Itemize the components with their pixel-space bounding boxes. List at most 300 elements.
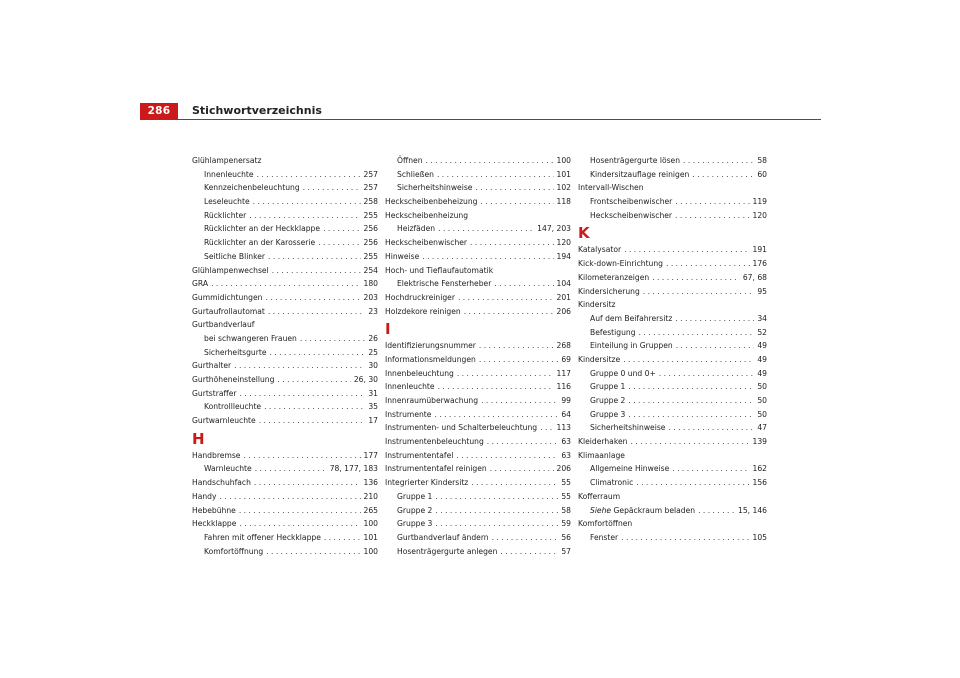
index-entry — [385, 353, 571, 367]
index-entry — [578, 285, 767, 299]
index-subentry — [385, 504, 571, 518]
entry-label: Gruppe 2 — [590, 396, 626, 405]
entry-label: Heckklappe — [192, 519, 237, 529]
page-reference: 256 — [363, 224, 378, 234]
entry-label: Gruppe 1 — [397, 491, 433, 501]
dot-leader — [628, 380, 754, 394]
entry-label: Glühlampenersatz — [192, 156, 262, 165]
entry-label: Instrumententafel — [385, 450, 454, 460]
page-reference: 101 — [556, 169, 571, 179]
entry-label: Leseleuchte — [204, 197, 250, 207]
dot-leader — [243, 449, 360, 463]
dot-leader — [456, 449, 558, 463]
index-entry — [385, 291, 571, 305]
page-reference: 120 — [752, 210, 767, 220]
entry-label: Komfortöffnung — [204, 546, 264, 556]
page-reference: 23 — [368, 306, 378, 316]
index-entry — [192, 490, 378, 504]
entry-label: Gummidichtungen — [192, 292, 263, 302]
entry-label: Fahren mit offener Heckklappe — [204, 532, 321, 542]
index-subentry — [578, 312, 767, 326]
page-reference: 95 — [757, 286, 767, 296]
entry-label: Informationsmeldungen — [385, 354, 476, 364]
page-reference: 35 — [368, 402, 378, 412]
page-reference: 101 — [363, 532, 378, 542]
entry-label: Gurtwarnleuchte — [192, 416, 256, 426]
index-entry — [192, 504, 378, 518]
dot-leader — [303, 181, 361, 195]
entry-label: Rücklichter — [204, 210, 247, 220]
dot-leader — [324, 531, 361, 545]
page-reference: 26, 30 — [353, 375, 378, 384]
entry-label: Gurthöheneinstellung — [192, 375, 275, 384]
entry-label: Heckscheibenwischer — [590, 210, 673, 220]
dot-leader — [490, 462, 554, 476]
index-entry — [385, 305, 571, 319]
index-entry — [385, 476, 571, 490]
dot-leader — [692, 168, 754, 182]
dot-leader — [239, 504, 361, 518]
page-reference: 15, 146 — [738, 505, 767, 515]
index-entry — [385, 421, 571, 435]
dot-leader — [628, 408, 754, 422]
page-reference: 26 — [368, 333, 378, 343]
page-reference: 118 — [556, 197, 571, 207]
index-subentry — [192, 332, 378, 346]
dot-leader — [540, 421, 553, 435]
index-subentry — [578, 531, 767, 545]
dot-leader — [675, 209, 749, 223]
page-reference: 59 — [561, 519, 571, 529]
index-entry — [192, 277, 378, 291]
dot-leader — [494, 277, 553, 291]
page-reference: 136 — [363, 478, 378, 488]
dot-leader — [675, 195, 749, 209]
index-subentry — [192, 168, 378, 182]
index-entry — [385, 462, 571, 476]
dot-leader — [479, 339, 554, 353]
entry-label: Glühlampenwechsel — [192, 265, 269, 275]
index-entry — [578, 490, 767, 504]
entry-label: Gurtbandverlauf ändern — [397, 532, 489, 542]
index-column-3 — [578, 154, 767, 545]
dot-leader — [481, 394, 558, 408]
index-subentry — [578, 504, 767, 518]
dot-leader — [457, 367, 554, 381]
index-letter-heading: K — [578, 224, 590, 243]
entry-label: Heckscheibenwischer — [385, 238, 468, 248]
page-reference: 210 — [363, 491, 378, 501]
page-reference: 47 — [757, 423, 767, 433]
dot-leader — [234, 359, 365, 373]
entry-label: Auf dem Beifahrersitz — [590, 313, 673, 323]
index-entry — [385, 367, 571, 381]
dot-leader — [630, 435, 749, 449]
page-reference: 67, 68 — [742, 272, 767, 282]
index-subentry — [192, 545, 378, 559]
dot-leader — [435, 490, 558, 504]
dot-leader — [300, 332, 365, 346]
index-entry — [192, 305, 378, 319]
page-reference: 162 — [752, 464, 767, 474]
entry-label: Kleiderhaken — [578, 437, 628, 447]
page-reference: 63 — [561, 450, 571, 460]
index-entry — [192, 359, 378, 373]
page-number-badge: 286 — [140, 103, 178, 119]
page-reference: 120 — [556, 238, 571, 248]
page-reference: 30 — [368, 361, 378, 371]
index-subentry — [385, 154, 571, 168]
page-reference: 206 — [556, 464, 571, 474]
index-subentry — [192, 400, 378, 414]
index-subentry — [578, 421, 767, 435]
entry-label: Instrumenten- und Schalterbeleuchtung — [385, 423, 538, 433]
dot-leader — [270, 346, 366, 360]
dot-leader — [211, 277, 360, 291]
page-reference: 203 — [363, 292, 378, 302]
page-reference: 256 — [363, 238, 378, 248]
page-reference: 100 — [556, 156, 571, 165]
see-reference: Siehe — [590, 505, 612, 515]
entry-label: Hinweise — [385, 251, 420, 261]
entry-label: Gruppe 3 — [590, 409, 626, 419]
entry-label: Handschuhfach — [192, 478, 251, 488]
page-reference: 55 — [561, 478, 571, 488]
page-reference: 258 — [363, 197, 378, 207]
page-reference: 55 — [561, 491, 571, 501]
index-entry — [578, 181, 767, 195]
dot-leader — [621, 531, 749, 545]
dot-leader — [318, 236, 360, 250]
entry-label: Frontscheibenwischer — [590, 197, 673, 207]
dot-leader — [437, 168, 554, 182]
dot-leader — [481, 195, 554, 209]
page-reference: 78, 177, 183 — [329, 464, 378, 474]
index-subentry — [578, 154, 767, 168]
entry-label: bei schwangeren Frauen — [204, 333, 297, 343]
dot-leader — [668, 421, 754, 435]
index-entry — [192, 449, 378, 463]
index-subentry — [578, 209, 767, 223]
page-reference: 34 — [757, 313, 767, 323]
index-entry — [385, 250, 571, 264]
entry-label: Kontrollleuchte — [204, 402, 262, 412]
dot-leader — [255, 462, 327, 476]
entry-label: Kofferraum — [578, 491, 621, 501]
index-subentry — [192, 346, 378, 360]
dot-leader — [639, 326, 755, 340]
index-entry — [192, 476, 378, 490]
index-subentry — [385, 490, 571, 504]
dot-leader — [672, 462, 749, 476]
dot-leader — [422, 250, 553, 264]
index-entry — [385, 195, 571, 209]
dot-leader — [492, 531, 559, 545]
entry-label: Heizfäden — [397, 224, 436, 234]
entry-label: Kilometeranzeigen — [578, 272, 650, 282]
page-reference: 156 — [752, 478, 767, 488]
index-entry — [192, 517, 378, 531]
page-title: Stichwortverzeichnis — [192, 104, 322, 117]
page-reference: 100 — [363, 519, 378, 529]
dot-leader — [624, 243, 749, 257]
entry-label: Schließen — [397, 169, 434, 179]
index-subentry — [578, 380, 767, 394]
dot-leader — [277, 373, 350, 387]
index-entry — [578, 298, 767, 312]
entry-label: Warnleuchte — [204, 464, 252, 474]
index-entry — [192, 264, 378, 278]
index-entry — [578, 435, 767, 449]
index-column-1 — [192, 154, 378, 558]
dot-leader — [257, 168, 361, 182]
dot-leader — [471, 476, 558, 490]
entry-label: Gurtbandverlauf — [192, 320, 255, 330]
index-entry — [385, 209, 571, 223]
entry-label: Kindersicherung — [578, 286, 640, 296]
page-reference: 31 — [368, 388, 378, 398]
dot-leader — [698, 504, 735, 518]
dot-leader — [438, 222, 534, 236]
index-entry — [385, 264, 571, 278]
entry-label: Innenbeleuchtung — [385, 368, 454, 378]
index-subentry — [385, 222, 571, 236]
page-reference: 265 — [363, 505, 378, 515]
dot-leader — [487, 435, 559, 449]
entry-label: Hoch- und Tieflaufautomatik — [385, 265, 494, 275]
entry-label: Heckscheibenheizung — [385, 210, 469, 220]
dot-leader — [676, 339, 755, 353]
dot-leader — [479, 353, 558, 367]
dot-leader — [652, 271, 740, 285]
entry-label: Einteilung in Gruppen — [590, 341, 673, 351]
page-reference: 255 — [363, 210, 378, 220]
index-entry — [192, 387, 378, 401]
page-reference: 191 — [752, 245, 767, 255]
entry-label: Siehe Gepäckraum beladen — [590, 505, 696, 515]
entry-label: GRA — [192, 279, 209, 289]
entry-label: Instrumententafel reinigen — [385, 464, 487, 474]
entry-label: Hosenträgergurte anlegen — [397, 546, 498, 556]
dot-leader — [239, 517, 360, 531]
page-reference: 56 — [561, 532, 571, 542]
index-subentry — [192, 236, 378, 250]
entry-label: Sicherheitshinweise — [397, 183, 473, 193]
page-reference: 50 — [757, 396, 767, 405]
dot-leader — [266, 545, 360, 559]
dot-leader — [470, 236, 553, 250]
page-reference: 50 — [757, 382, 767, 392]
index-entry — [385, 236, 571, 250]
index-entry — [192, 318, 378, 332]
entry-label: Gruppe 2 — [397, 505, 433, 515]
entry-label: Gruppe 0 und 0+ — [590, 368, 656, 378]
dot-leader — [265, 291, 360, 305]
dot-leader — [272, 264, 361, 278]
entry-label: Kindersitzauflage reinigen — [590, 169, 690, 179]
page-reference: 194 — [556, 251, 571, 261]
index-subentry — [192, 222, 378, 236]
dot-leader — [254, 476, 361, 490]
dot-leader — [259, 414, 366, 428]
page-reference: 52 — [757, 327, 767, 337]
dot-leader — [475, 181, 553, 195]
index-subentry — [385, 277, 571, 291]
dot-leader — [249, 209, 360, 223]
entry-label: Intervall-Wischen — [578, 183, 644, 193]
index-subentry — [192, 250, 378, 264]
entry-label: Klimaanlage — [578, 450, 625, 460]
index-entry — [385, 449, 571, 463]
entry-label: Innenleuchte — [385, 382, 435, 392]
page-reference: 180 — [363, 279, 378, 289]
entry-label: Climatronic — [590, 478, 634, 488]
index-entry — [385, 408, 571, 422]
page-reference: 50 — [757, 409, 767, 419]
entry-label: Sicherheitsgurte — [204, 347, 267, 357]
entry-label: Handy — [192, 491, 217, 501]
entry-label: Heckscheibenbeheizung — [385, 197, 478, 207]
page-reference: 147, 203 — [537, 224, 571, 234]
index-entry — [385, 394, 571, 408]
dot-leader — [464, 305, 554, 319]
index-letter-heading: H — [192, 429, 205, 448]
page-reference: 57 — [561, 546, 571, 556]
page-reference: 63 — [561, 437, 571, 447]
entry-label: Gruppe 3 — [397, 519, 433, 529]
index-letter-heading: I — [385, 320, 391, 339]
index-subentry — [578, 168, 767, 182]
index-entry — [385, 380, 571, 394]
entry-label: Identifizierungsnummer — [385, 341, 476, 351]
index-entry — [385, 435, 571, 449]
index-subentry — [578, 408, 767, 422]
index-subentry — [192, 181, 378, 195]
dot-leader — [458, 291, 554, 305]
page-reference: 105 — [752, 532, 767, 542]
page-reference: 206 — [556, 306, 571, 316]
index-entry — [578, 353, 767, 367]
page-reference: 268 — [556, 341, 571, 351]
page-reference: 100 — [363, 546, 378, 556]
page-reference: 64 — [561, 409, 571, 419]
index-entry — [192, 291, 378, 305]
page-reference: 60 — [757, 169, 767, 179]
dot-leader — [666, 257, 750, 271]
entry-label: Elektrische Fensterheber — [397, 279, 492, 289]
index-entry — [192, 414, 378, 428]
entry-label: Instrumente — [385, 409, 432, 419]
entry-label: Rücklichter an der Karosserie — [204, 238, 316, 248]
page-reference: 201 — [556, 292, 571, 302]
entry-label: Gurthalter — [192, 361, 232, 371]
index-subentry — [385, 181, 571, 195]
page-reference: 25 — [368, 347, 378, 357]
entry-label: Holzdekore reinigen — [385, 306, 461, 316]
page-reference: 254 — [363, 265, 378, 275]
dot-leader — [628, 394, 754, 408]
index-subentry — [578, 195, 767, 209]
entry-label: Kindersitz — [578, 300, 616, 310]
page-reference: 139 — [752, 437, 767, 447]
index-entry — [578, 271, 767, 285]
entry-label: Innenraumüberwachung — [385, 396, 479, 405]
entry-label: Befestigung — [590, 327, 636, 337]
dot-leader — [253, 195, 361, 209]
page-reference: 49 — [757, 368, 767, 378]
dot-leader — [268, 250, 360, 264]
entry-label: Allgemeine Hinweise — [590, 464, 670, 474]
entry-label: Hochdruckreiniger — [385, 292, 455, 302]
dot-leader — [435, 504, 558, 518]
index-subentry — [578, 394, 767, 408]
dot-leader — [268, 305, 365, 319]
index-subentry — [578, 339, 767, 353]
dot-leader — [500, 545, 558, 559]
dot-leader — [434, 408, 558, 422]
page-reference: 49 — [757, 354, 767, 364]
index-subentry — [578, 462, 767, 476]
page-reference: 58 — [757, 156, 767, 165]
entry-label: Rücklichter an der Heckklappe — [204, 224, 321, 234]
entry-label: Sicherheitshinweise — [590, 423, 666, 433]
page-reference: 104 — [556, 279, 571, 289]
dot-leader — [636, 476, 749, 490]
page-reference: 257 — [363, 183, 378, 193]
header-divider — [140, 119, 821, 120]
entry-label: Instrumentenbeleuchtung — [385, 437, 484, 447]
index-entry — [192, 154, 378, 168]
page-reference: 69 — [561, 354, 571, 364]
index-entry — [578, 517, 767, 531]
index-subentry — [578, 367, 767, 381]
dot-leader — [659, 367, 754, 381]
entry-label: Katalysator — [578, 245, 622, 255]
index-subentry — [385, 517, 571, 531]
page-reference: 49 — [757, 341, 767, 351]
entry-label: Kennzeichenbeleuchtung — [204, 183, 300, 193]
page-reference: 102 — [556, 183, 571, 193]
entry-label: Seitliche Blinker — [204, 251, 266, 261]
page-reference: 119 — [752, 197, 767, 207]
entry-label: Integrierter Kindersitz — [385, 478, 469, 488]
dot-leader — [264, 400, 365, 414]
index-subentry — [192, 209, 378, 223]
page-reference: 58 — [561, 505, 571, 515]
page-reference: 116 — [556, 382, 571, 392]
index-subentry — [385, 168, 571, 182]
dot-leader — [623, 353, 754, 367]
index-entry — [578, 449, 767, 463]
page-reference: 17 — [368, 416, 378, 426]
index-column-2 — [385, 154, 571, 558]
index-entry — [385, 339, 571, 353]
page-reference: 117 — [556, 368, 571, 378]
dot-leader — [323, 222, 360, 236]
dot-leader — [643, 285, 755, 299]
dot-leader — [220, 490, 361, 504]
entry-label: Öffnen — [397, 156, 423, 165]
dot-leader — [438, 380, 554, 394]
index-entry — [578, 243, 767, 257]
dot-leader — [675, 312, 754, 326]
entry-label: Gurtaufrollautomat — [192, 306, 265, 316]
entry-label: Hosenträgergurte lösen — [590, 156, 681, 165]
entry-label: Innenleuchte — [204, 169, 254, 179]
index-subentry — [578, 476, 767, 490]
dot-leader — [435, 517, 558, 531]
entry-label: Gurtstraffer — [192, 388, 237, 398]
